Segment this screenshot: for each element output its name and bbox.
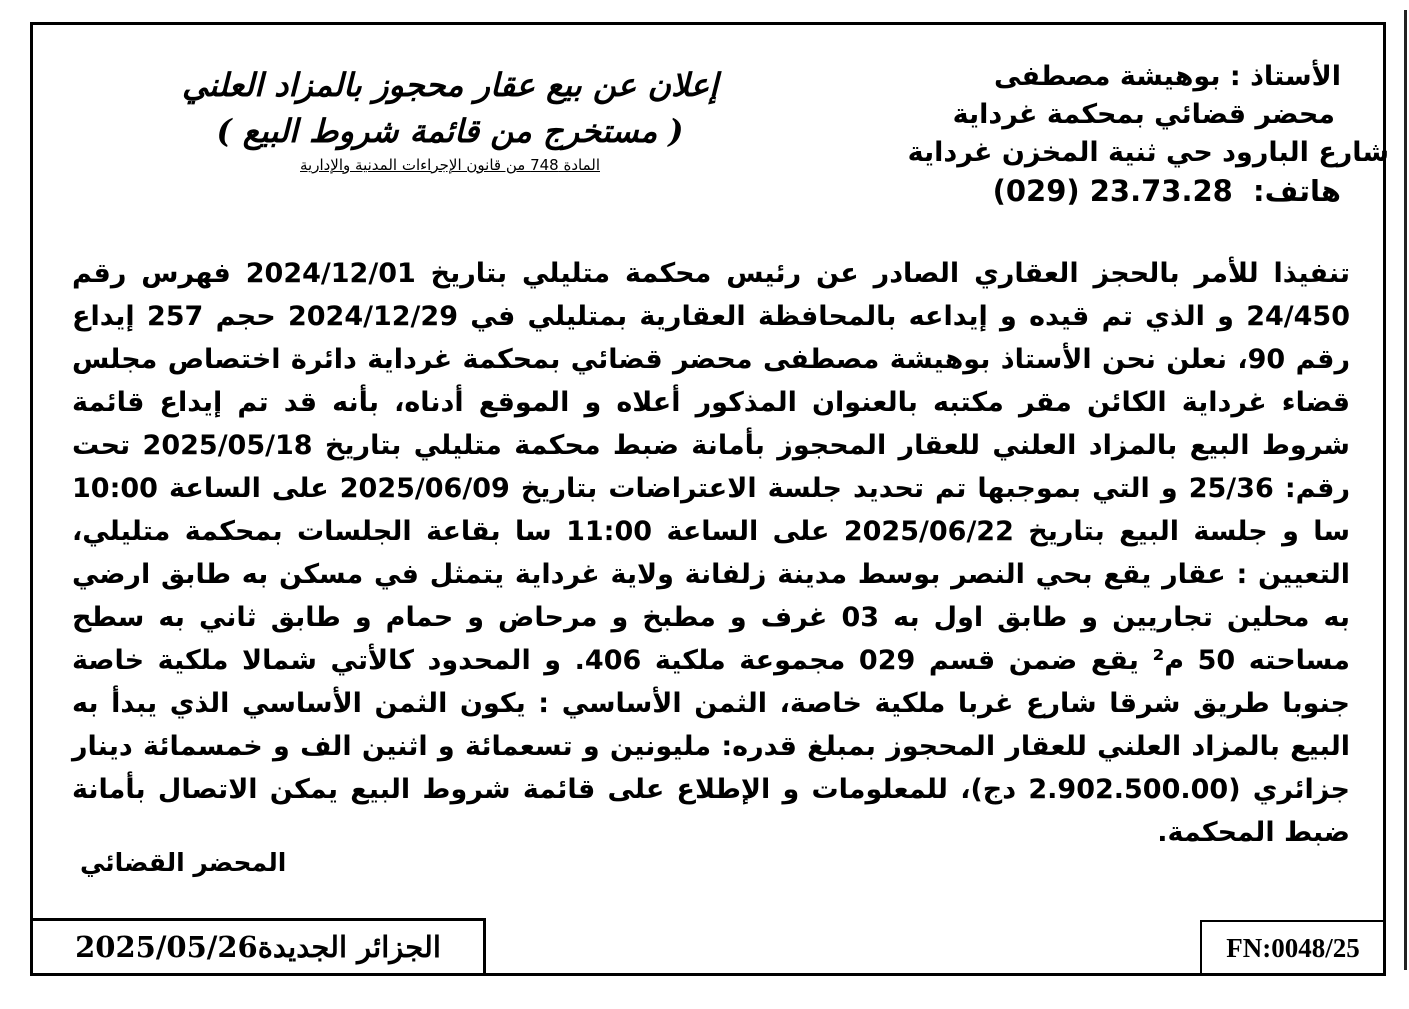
announcement-header	[110, 62, 790, 174]
phone-number: (029) 23.73.28	[992, 174, 1233, 208]
newspaper-date: الجزائر الجديدة2025/05/26	[75, 930, 441, 964]
bailiff-name: الأستاذ : بوهيشة مصطفى	[994, 61, 1341, 92]
announcement-body: تنفيذا للأمر بالحجز العقاري الصادر عن رئيس محكمة متليلي بتاريخ 2024/12/01 فهرس رقم 24/450 و الذي تم قيده و إيداعه بالمحافظة العقارية بمتليلي في 2024/12/29 حجم 257 إيداع رقم 90، نعلن نحن الأستاذ بوهيشة مصطفى محضر قضائي بمحكمة غرداية دائرة اختصاص مجلس قضاء غرداية الكائن مقر مكتبه بالعنوان المذكور أعلاه و الموقع أدناه، بأنه قد تم إيداع قائمة شروط البيع بالمزاد العلني للعقار المحجوز بأمانة ضبط محكمة متليلي بتاريخ 2025/05/18 تحت رقم: 25/36 و التي بموجبها تم تحديد جلسة الاعتراضات بتاريخ 2025/06/09 على الساعة 10:00 سا و جلسة البيع بتاريخ 2025/06/22 على الساعة 11:00 سا بقاعة الجلسات بمحكمة متليلي، التعيين : عقار يقع بحي النصر بوسط مدينة زلفانة ولاية غرداية يتمثل في مسكن به طابق ارضي به محلين تجاريين و طابق اول به 03 غرف و مطبخ و مرحاض و حمام و طابق ثاني به سطح مساحته 50 م² يقع ضمن قسم 029 مجموعة ملكية 406. و المحدود كالأتي شمالا ملكية خاصة جنوبا طريق شرقا شارع غربا ملكية خاصة، الثمن الأساسي : يكون الثمن الأساسي الذي يبدأ به البيع بالمزاد العلني للعقار المحجوز بمبلغ قدره: مليونين و تسعمائة و اثنين الف و خمسمائة دينار جزائري (2.902.500.00 دج)، للمعلومات و الإطلاع على قائمة شروط البيع يمكن الاتصال بأمانة ضبط المحكمة.	[72, 258, 1351, 848]
bailiff-phone	[871, 172, 1341, 210]
page-edge-line	[1404, 10, 1407, 970]
phone-label: هاتف:	[1252, 174, 1341, 208]
announcement-title: إعلان عن بيع عقار محجوز بالمزاد العلني	[181, 66, 719, 104]
signature: المحضر القضائي	[80, 848, 287, 877]
bailiff-address: شارع البارود حي ثنية المخزن غرداية	[907, 137, 1389, 168]
bailiff-title: محضر قضائي بمحكمة غرداية	[952, 99, 1335, 130]
reference-box	[1200, 920, 1386, 976]
reference-number: FN:0048/25	[1226, 932, 1360, 963]
bailiff-header	[871, 58, 1389, 210]
legal-reference: المادة 748 من قانون الإجراءات المدنية والإدارية	[300, 156, 600, 174]
newspaper-date-box	[30, 918, 486, 976]
announcement-subtitle: ( مستخرج من قائمة شروط البيع )	[216, 112, 684, 150]
